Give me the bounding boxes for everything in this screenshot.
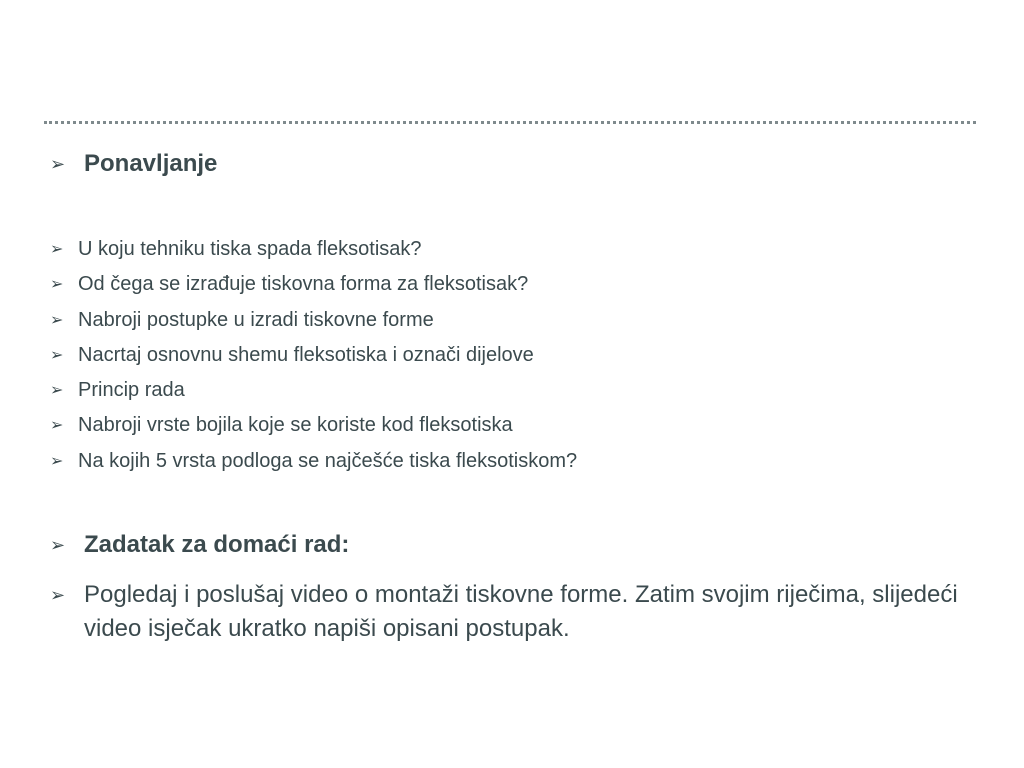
section-review-heading <box>50 150 217 178</box>
question-text: Nabroji postupke u izradi tiskovne forme <box>78 308 434 331</box>
list-item <box>50 267 577 302</box>
section-homework-title: Zadatak za domaći rad: <box>84 531 350 558</box>
arrow-bullet-icon: ➢ <box>50 585 66 605</box>
question-text: Na kojih 5 vrsta podloga se najčešće tiska fleksotiskom? <box>78 449 578 472</box>
question-text: Od čega se izrađuje tiskovna forma za fleksotisak? <box>78 273 529 296</box>
question-text: U koju tehniku tiska spada fleksotisak? <box>78 238 422 260</box>
section-review-title: Ponavljanje <box>84 150 218 177</box>
arrow-bullet-icon: ➢ <box>50 241 64 258</box>
dotted-divider <box>44 121 976 124</box>
questions-list <box>50 232 577 479</box>
section-homework-heading <box>50 531 349 559</box>
arrow-bullet-icon: ➢ <box>50 311 64 329</box>
list-item <box>50 444 577 479</box>
list-item <box>50 303 577 338</box>
question-text: Nabroji vrste bojila koje se koriste kod fleksotiska <box>78 414 513 437</box>
list-item <box>50 338 577 373</box>
arrow-bullet-icon: ➢ <box>50 276 64 294</box>
arrow-bullet-icon: ➢ <box>50 346 64 364</box>
arrow-bullet-icon: ➢ <box>50 154 66 174</box>
question-text: Princip rada <box>78 379 185 402</box>
arrow-bullet-icon: ➢ <box>50 452 64 470</box>
list-item <box>50 232 577 267</box>
homework-task <box>50 578 980 646</box>
arrow-bullet-icon: ➢ <box>50 417 64 435</box>
list-item <box>50 373 577 408</box>
question-text: Nacrtaj osnovnu shemu fleksotiska i označi dijelove <box>78 343 534 366</box>
list-item <box>50 408 577 443</box>
arrow-bullet-icon: ➢ <box>50 382 64 400</box>
arrow-bullet-icon: ➢ <box>50 535 66 555</box>
homework-text: Pogledaj i poslušaj video o montaži tiskovne forme. Zatim svojim riječima, slijedeći video isječak ukratko napiši opisani postupak. <box>84 581 958 642</box>
